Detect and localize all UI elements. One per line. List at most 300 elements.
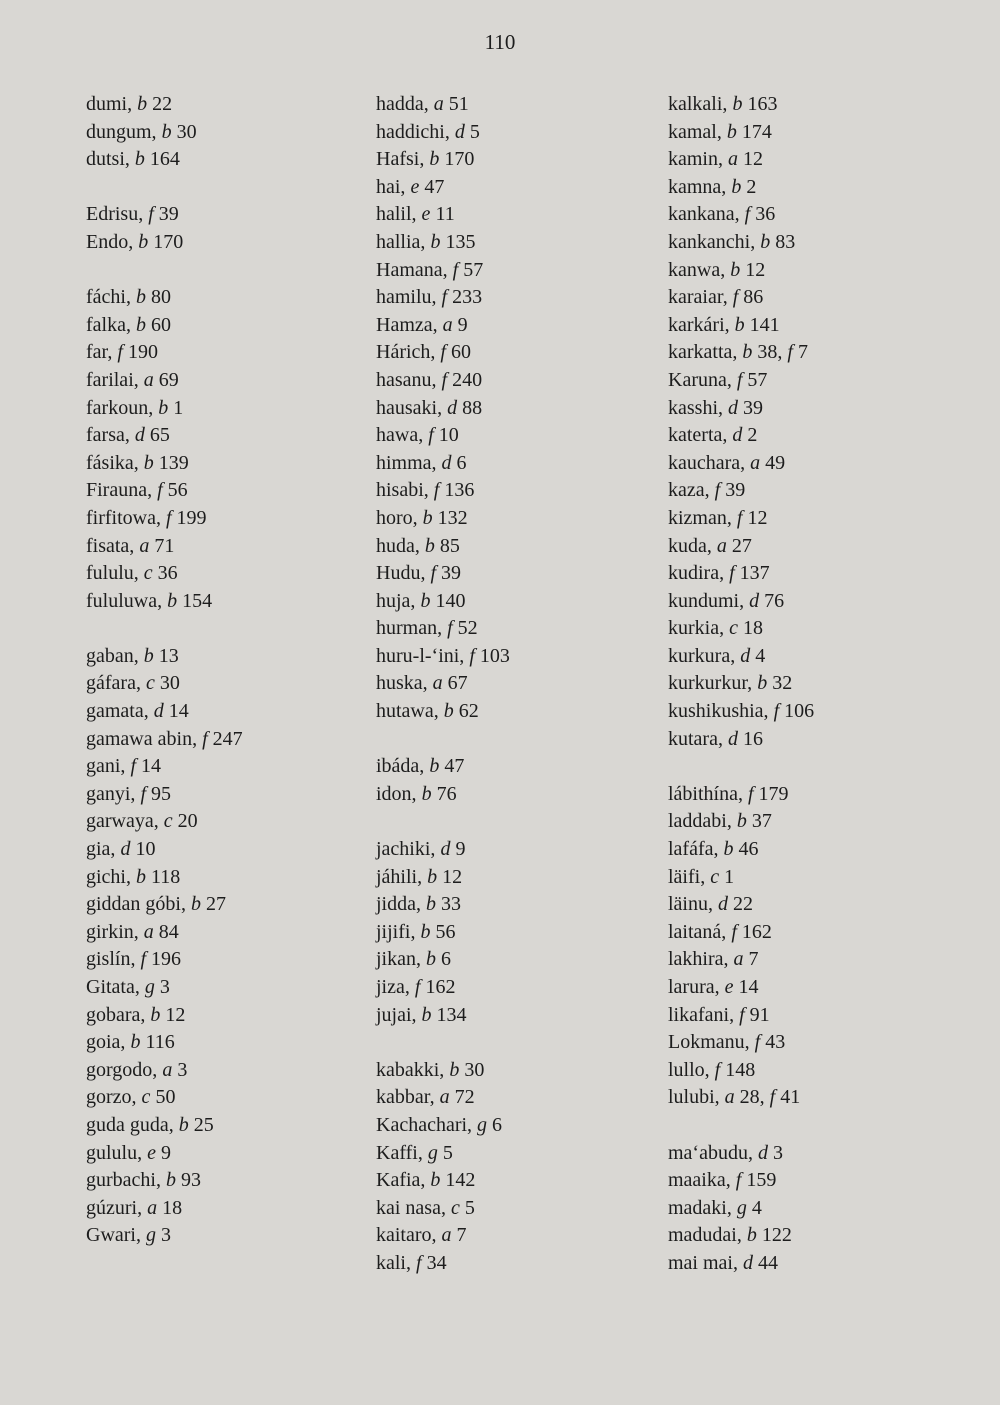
entry-word: Edrisu,: [86, 203, 144, 226]
entry-word: kabakki,: [376, 1058, 445, 1081]
index-entry: [86, 1057, 243, 1085]
entry-section: f: [148, 203, 154, 226]
entry-page: 16: [742, 727, 763, 750]
entry-word: hasanu,: [376, 368, 437, 391]
entry-word: kurkura,: [668, 644, 736, 667]
entry-word: kudira,: [668, 562, 725, 585]
entry-page: 34: [426, 1251, 447, 1274]
entry-page: 60: [450, 341, 471, 364]
entry-section: b: [429, 148, 440, 171]
entry-word: likafani,: [668, 1003, 735, 1026]
index-entry: [376, 1222, 510, 1250]
index-entry: [376, 174, 510, 202]
entry-word: kamal,: [668, 120, 722, 143]
entry-page: 38,: [757, 341, 783, 364]
entry-section: f: [441, 286, 448, 309]
entry-word: kizman,: [668, 506, 732, 529]
index-entry: [376, 201, 510, 229]
entry-word: kutara,: [668, 727, 723, 750]
index-entry: [668, 91, 814, 119]
entry-word: Gitata,: [86, 976, 140, 998]
index-column-2: [376, 91, 510, 1278]
entry-word: maaika,: [668, 1169, 731, 1192]
entry-page: 18: [742, 617, 763, 640]
entry-page: 1: [173, 396, 184, 419]
index-entry: [668, 201, 814, 229]
index-entry: [668, 588, 814, 616]
entry-word: garwaya,: [86, 810, 159, 833]
entry-word: kushikushia,: [668, 700, 769, 723]
entry-word: gurbachi,: [86, 1169, 161, 1192]
entry-section: b: [449, 1058, 460, 1081]
entry-page: 20: [177, 810, 198, 833]
index-column-3: [668, 91, 814, 1278]
entry-page: 118: [151, 865, 181, 888]
entry-page: 44: [757, 1251, 778, 1274]
index-entry: [668, 560, 814, 588]
entry-section: g: [145, 1224, 156, 1247]
index-entry: [376, 395, 510, 423]
entry-page: 76: [764, 589, 785, 612]
entry-page: 137: [739, 562, 770, 585]
entry-section: b: [178, 1113, 189, 1136]
entry-section: b: [150, 1003, 161, 1026]
index-entry: [376, 643, 510, 671]
entry-section: d: [727, 727, 738, 750]
entry-word: Gwari,: [86, 1224, 141, 1247]
index-entry: [86, 1084, 243, 1112]
entry-section: f: [416, 1251, 422, 1274]
entry-page: 6: [441, 948, 451, 971]
entry-page: 14: [168, 700, 189, 723]
entry-page: 22: [152, 93, 173, 115]
entry-section: b: [430, 230, 441, 253]
entry-page: 3: [160, 1224, 171, 1247]
index-entry: [668, 726, 814, 754]
entry-section: b: [137, 93, 148, 115]
entry-page: 50: [155, 1086, 176, 1109]
index-entry: [86, 1112, 243, 1140]
entry-section: b: [421, 782, 432, 805]
entry-word: larura,: [668, 976, 720, 998]
index-entry: [376, 1057, 510, 1085]
entry-word: jidda,: [376, 893, 421, 916]
entry-section: c: [710, 865, 720, 888]
entry-word: gobara,: [86, 1003, 146, 1026]
entry-word: kaitaro,: [376, 1224, 437, 1247]
entry-section: c: [729, 617, 738, 640]
entry-word: dumi,: [86, 93, 133, 115]
entry-word: dutsi,: [86, 148, 130, 171]
entry-section: d: [440, 838, 451, 861]
entry-page: 11: [435, 203, 455, 226]
entry-page: 14: [738, 976, 759, 998]
entry-section: b: [421, 1003, 432, 1026]
entry-page: 13: [158, 644, 179, 667]
entry-section: b: [143, 644, 154, 667]
entry-section: g: [477, 1113, 488, 1136]
entry-word: kurkia,: [668, 617, 725, 640]
entry-word: goia,: [86, 1031, 126, 1054]
entry-page: 139: [158, 451, 189, 474]
entry-word: hai,: [376, 175, 406, 198]
index-entry: [376, 505, 510, 533]
index-entry: [376, 781, 510, 809]
entry-word: Kaffi,: [376, 1141, 423, 1164]
entry-page: 190: [127, 341, 158, 364]
index-entry: [86, 450, 243, 478]
index-entry: [376, 1140, 510, 1168]
entry-page: 39: [441, 562, 462, 585]
entry-page: 25: [193, 1113, 214, 1136]
entry-word: Hamza,: [376, 313, 438, 336]
entry-word: Lokmanu,: [668, 1031, 750, 1054]
index-entry: [668, 1222, 814, 1250]
entry-page: 9: [457, 313, 468, 336]
index-entry: [668, 698, 814, 726]
entry-section: f: [744, 203, 751, 226]
entry-word: kamna,: [668, 175, 727, 198]
index-entry: [376, 229, 510, 257]
entry-page: 46: [738, 838, 759, 861]
entry-word: kasshi,: [668, 396, 723, 419]
index-entry: [668, 533, 814, 561]
entry-page: 47: [424, 175, 445, 198]
entry-word: jikan,: [376, 948, 421, 971]
entry-section: b: [736, 810, 747, 833]
entry-word: halil,: [376, 203, 417, 226]
entry-word: läinu,: [668, 893, 713, 916]
index-entry: [376, 560, 510, 588]
entry-word: lullo,: [668, 1058, 710, 1081]
index-entry: [668, 670, 814, 698]
index-entry: [668, 422, 814, 450]
index-entry: [86, 91, 243, 119]
index-entry: [86, 781, 243, 809]
index-entry: [668, 891, 814, 919]
entry-page: 3: [772, 1141, 783, 1164]
entry-page: 159: [746, 1169, 777, 1192]
index-entry: [86, 1029, 243, 1057]
entry-page: 32: [772, 672, 793, 695]
entry-section: d: [134, 424, 145, 447]
entry-word: lafáfa,: [668, 838, 719, 861]
entry-page: 12: [442, 865, 463, 888]
entry-word: kalkali,: [668, 93, 728, 115]
entry-section: f: [754, 1031, 761, 1054]
entry-word: kanwa,: [668, 258, 726, 281]
entry-section: g: [144, 976, 155, 998]
entry-section: f: [157, 479, 163, 502]
entry-section: c: [143, 562, 153, 585]
entry-section: b: [134, 148, 145, 171]
entry-page: 12: [747, 506, 768, 529]
entry-word: fululu,: [86, 562, 139, 585]
entry-page: 7: [748, 948, 759, 971]
entry-section: b: [429, 755, 440, 778]
entry-word: gaban,: [86, 644, 139, 667]
entry-page: 80: [150, 286, 171, 309]
index-entry: [86, 1140, 243, 1168]
index-entry: [86, 726, 243, 754]
index-entry: [86, 339, 243, 367]
entry-page: 163: [747, 93, 778, 115]
entry-section: a: [750, 451, 761, 474]
entry-word: hawa,: [376, 424, 424, 447]
entry-word: gamawa abin,: [86, 727, 198, 750]
entry-section: d: [757, 1141, 768, 1164]
entry-section: c: [141, 1086, 151, 1109]
index-entry: [376, 1167, 510, 1195]
entry-section: b: [135, 313, 146, 336]
entry-page: 148: [725, 1058, 756, 1081]
entry-word: Firauna,: [86, 479, 153, 502]
entry-word: ma‘abudu,: [668, 1141, 753, 1164]
entry-section: b: [757, 672, 768, 695]
index-entry: [668, 919, 814, 947]
entry-section: b: [135, 286, 146, 309]
entry-section: b: [426, 948, 436, 971]
entry-section: f: [428, 424, 434, 447]
index-entry: [668, 808, 814, 836]
entry-section: d: [749, 589, 760, 612]
index-entry: [668, 174, 814, 202]
entry-page: 170: [444, 148, 475, 171]
index-entry: [86, 864, 243, 892]
entry-section: b: [158, 396, 169, 419]
entry-page: 1: [724, 865, 735, 888]
entry-section: a: [147, 1196, 158, 1219]
entry-section: a: [433, 93, 444, 115]
entry-section: b: [731, 175, 742, 198]
entry-section: c: [450, 1196, 460, 1219]
index-entry: [376, 257, 510, 285]
entry-section: e: [421, 203, 431, 226]
index-entry: [376, 422, 510, 450]
entry-section: d: [120, 838, 131, 861]
entry-word: lakhira,: [668, 948, 729, 971]
index-entry: [376, 339, 510, 367]
entry-page: 142: [445, 1169, 476, 1192]
index-entry: [86, 1195, 243, 1223]
entry-word: karkatta,: [668, 341, 738, 364]
entry-page: 57: [463, 258, 484, 281]
entry-word: dungum,: [86, 120, 157, 143]
index-entry: [376, 588, 510, 616]
entry-page: 91: [749, 1003, 770, 1026]
entry-section: b: [427, 865, 438, 888]
entry-word: kaza,: [668, 479, 710, 502]
entry-word: lábithína,: [668, 782, 743, 805]
entry-word: fululuwa,: [86, 589, 163, 612]
entry-word: läifi,: [668, 865, 706, 888]
entry-section: f: [130, 755, 136, 778]
index-entry: [86, 201, 243, 229]
entry-page: 52: [457, 617, 478, 640]
index-entry: [376, 367, 510, 395]
index-entry: [86, 395, 243, 423]
entry-word: jiza,: [376, 976, 410, 998]
entry-page: 7: [456, 1224, 467, 1247]
entry-word: katerta,: [668, 424, 728, 447]
index-entry: [86, 1002, 243, 1030]
entry-word: kauchara,: [668, 451, 746, 474]
entry-page: 6: [492, 1113, 503, 1136]
index-entry: [668, 505, 814, 533]
entry-section: b: [726, 120, 737, 143]
entry-word: kankanchi,: [668, 230, 756, 253]
entry-section: e: [410, 175, 420, 198]
entry-page: 12: [745, 258, 766, 281]
entry-page: 30: [159, 672, 180, 695]
entry-word: huda,: [376, 534, 420, 557]
entry-word: gáfara,: [86, 672, 141, 695]
entry-page: 164: [149, 148, 180, 171]
entry-section: f: [732, 286, 739, 309]
entry-page: 71: [154, 534, 175, 557]
entry-word: jachiki,: [376, 838, 436, 861]
index-entry: [86, 974, 243, 1002]
entry-page: 106: [784, 700, 815, 723]
entry-section: d: [740, 644, 751, 667]
index-entry: [668, 1195, 814, 1223]
entry-page: 41: [780, 1086, 801, 1109]
index-entry: [668, 450, 814, 478]
index-entry: [668, 615, 814, 643]
index-entry: [376, 1195, 510, 1223]
entry-section: d: [153, 700, 164, 723]
index-entry: [86, 229, 243, 257]
entry-page: 43: [765, 1031, 786, 1054]
entry-page: 36: [755, 203, 776, 226]
entry-page: 12: [165, 1003, 186, 1026]
entry-word: karkári,: [668, 313, 730, 336]
entry-word: gislín,: [86, 948, 136, 971]
entry-word: haddichi,: [376, 120, 450, 143]
entry-page: 56: [435, 920, 456, 943]
page-number: 110: [484, 30, 516, 54]
index-entry: [668, 643, 814, 671]
index-entry: [86, 836, 243, 864]
entry-page: 84: [158, 920, 179, 943]
entry-section: f: [739, 1003, 745, 1026]
entry-page: 93: [180, 1169, 201, 1192]
entry-page: 7: [797, 341, 808, 364]
index-entry: [668, 146, 814, 174]
entry-page: 86: [743, 286, 764, 309]
entry-word: gorgodo,: [86, 1058, 158, 1081]
entry-word: gia,: [86, 838, 116, 861]
entry-word: jáhili,: [376, 865, 423, 888]
entry-page: 28,: [739, 1086, 765, 1109]
entry-word: kankana,: [668, 203, 740, 226]
entry-section: b: [420, 589, 431, 612]
index-entry: [376, 1002, 510, 1030]
entry-word: Hamana,: [376, 258, 448, 281]
entry-page: 135: [445, 230, 476, 253]
index-entry: [376, 312, 510, 340]
entry-section: b: [734, 313, 745, 336]
entry-page: 76: [436, 782, 457, 805]
entry-word: gamata,: [86, 700, 149, 723]
entry-page: 122: [761, 1224, 792, 1247]
entry-page: 57: [747, 368, 768, 391]
index-entry: [376, 119, 510, 147]
entry-section: b: [742, 341, 753, 364]
entry-page: 72: [454, 1086, 475, 1109]
entry-page: 2: [746, 175, 757, 198]
entry-page: 141: [749, 313, 780, 336]
entry-word: jijifi,: [376, 920, 416, 943]
entry-section: a: [716, 534, 727, 557]
entry-section: f: [769, 1086, 776, 1109]
entry-page: 162: [425, 976, 456, 998]
index-entry: [376, 450, 510, 478]
index-entry: [668, 1250, 814, 1278]
entry-word: fisata,: [86, 534, 135, 557]
index-entry: [376, 533, 510, 561]
index-entry: [86, 698, 243, 726]
entry-section: f: [773, 700, 780, 723]
entry-word: gúzuri,: [86, 1196, 143, 1219]
index-entry: [668, 257, 814, 285]
entry-word: Karuna,: [668, 368, 732, 391]
index-entry: [86, 891, 243, 919]
entry-section: d: [447, 396, 458, 419]
entry-word: mai mai,: [668, 1251, 738, 1274]
entry-section: a: [441, 1224, 452, 1247]
index-entry: [86, 643, 243, 671]
entry-page: 56: [167, 479, 188, 502]
entry-page: 116: [145, 1031, 175, 1054]
entry-page: 83: [775, 230, 796, 253]
entry-page: 49: [765, 451, 786, 474]
entry-word: ganyi,: [86, 782, 136, 805]
entry-word: karaiar,: [668, 286, 728, 309]
entry-page: 233: [452, 286, 483, 309]
index-entry: [376, 864, 510, 892]
entry-page: 199: [176, 506, 207, 529]
index-entry: [86, 670, 243, 698]
entry-page: 39: [158, 203, 179, 226]
entry-page: 37: [751, 810, 772, 833]
entry-page: 9: [455, 838, 466, 861]
index-entry: [668, 1084, 814, 1112]
entry-page: 36: [157, 562, 178, 585]
entry-section: b: [746, 1224, 757, 1247]
entry-word: horo,: [376, 506, 418, 529]
entry-word: hutawa,: [376, 700, 439, 723]
entry-section: f: [452, 258, 459, 281]
entry-page: 10: [135, 838, 156, 861]
entry-section: f: [433, 479, 440, 502]
entry-page: 103: [479, 644, 510, 667]
index-entry: [668, 974, 814, 1002]
index-entry: [86, 505, 243, 533]
entry-section: b: [422, 506, 433, 529]
entry-section: a: [143, 368, 154, 391]
index-entry: [376, 1250, 510, 1278]
entry-section: c: [163, 810, 173, 833]
entry-page: 39: [743, 396, 763, 419]
index-entry: [668, 1167, 814, 1195]
entry-word: kali,: [376, 1251, 411, 1274]
entry-word: hausaki,: [376, 396, 443, 419]
entry-word: gululu,: [86, 1141, 143, 1164]
entry-section: g: [736, 1196, 747, 1219]
index-entry: [86, 119, 243, 147]
entry-section: d: [728, 396, 738, 419]
